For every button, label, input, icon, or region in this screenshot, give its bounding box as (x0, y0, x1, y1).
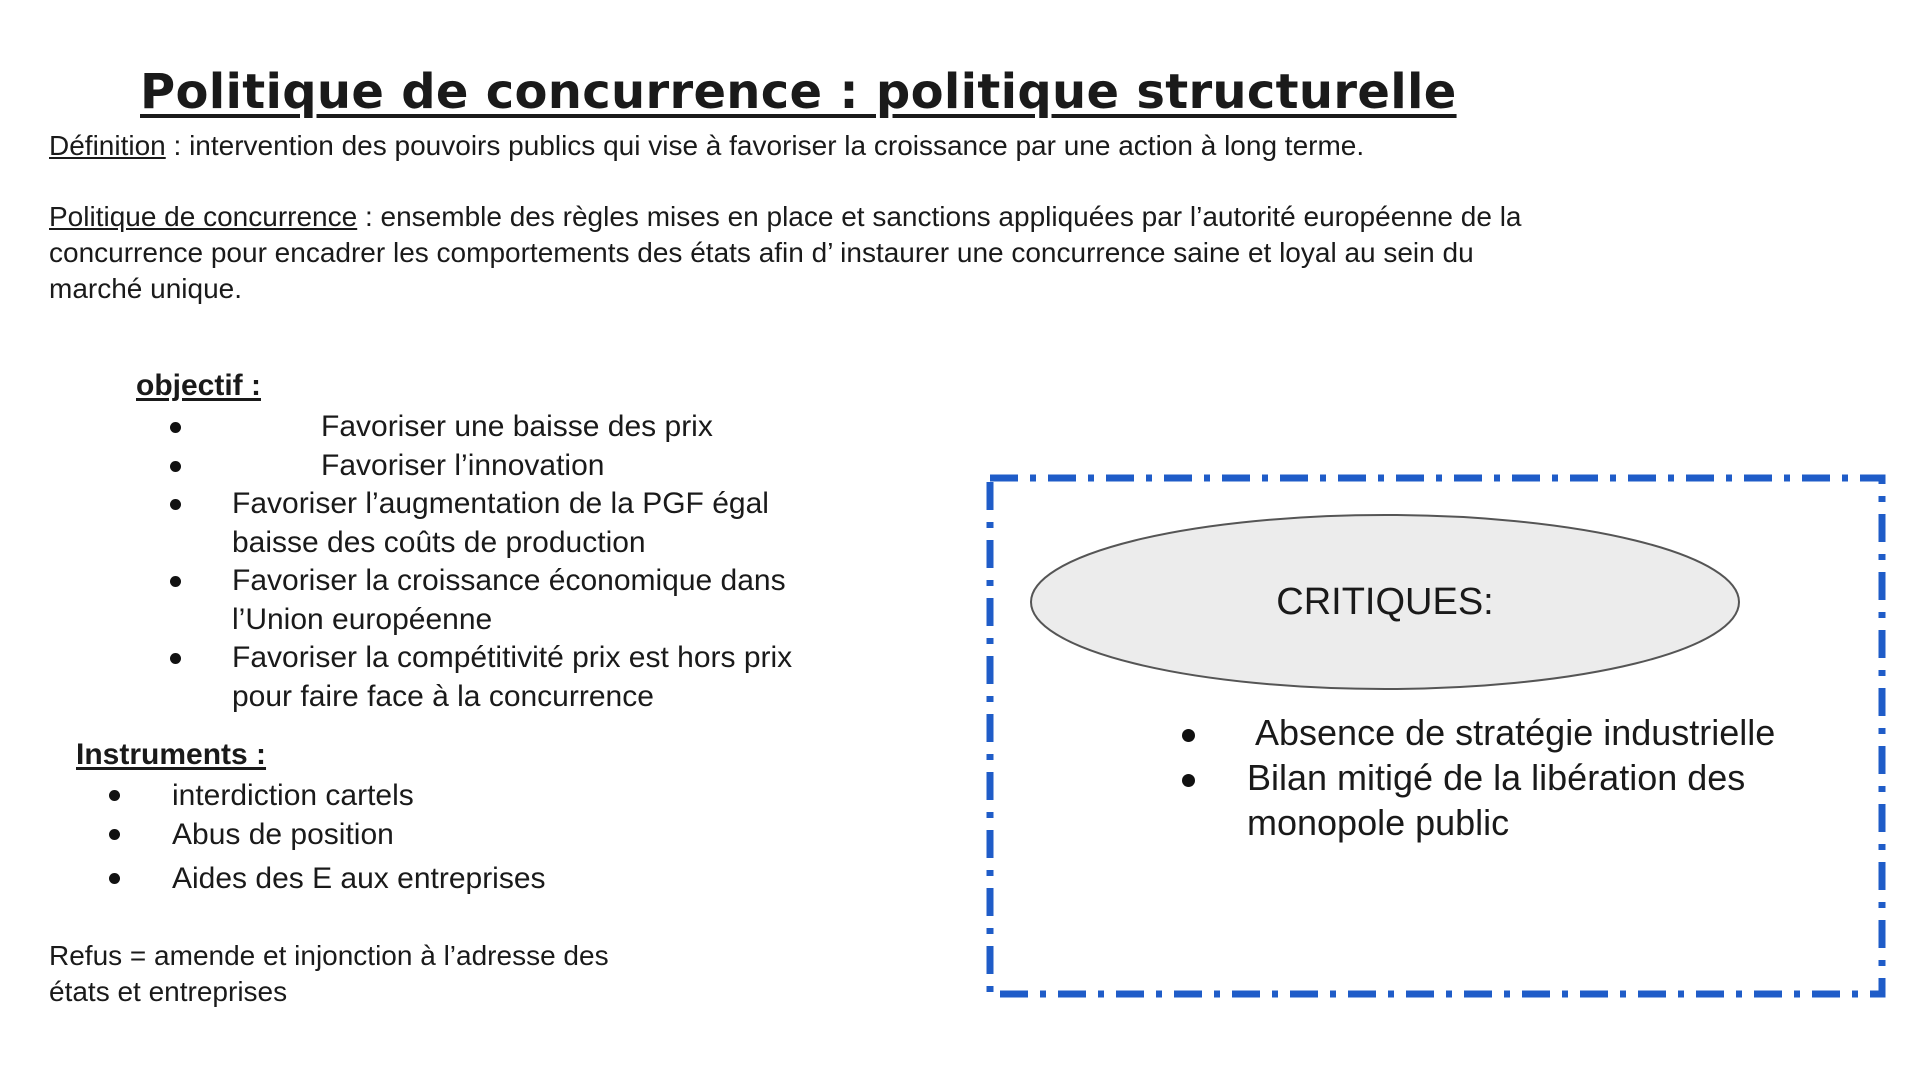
bullet-icon (170, 499, 181, 510)
objective-item (0, 562, 900, 639)
competition-policy-term: Politique de concurrence (49, 201, 358, 232)
critique-item-text: Bilan mitigé de la libération des monopole public (1247, 757, 1746, 843)
bullet-icon (170, 653, 181, 664)
objective-item (0, 639, 900, 716)
instruments-list (0, 776, 700, 898)
bullet-icon (109, 829, 120, 840)
critique-item (1170, 710, 1890, 755)
objective-item (0, 447, 900, 486)
instrument-item-text: Aides des E aux entreprises (172, 862, 546, 895)
bullet-icon (170, 576, 181, 587)
objective-item-text: Favoriser la compétitivité prix est hors prix pour faire face à la concurrence (232, 641, 793, 713)
bullet-icon (109, 873, 120, 884)
objective-item-text: Favoriser l’augmentation de la PGF égal baisse des coûts de production (232, 487, 769, 559)
objective-item (0, 485, 900, 562)
refusal-note: Refus = amende et injonction à l’adresse des états et entreprises (49, 940, 609, 1007)
instruments-heading: Instruments : (76, 738, 267, 771)
definition-text: : intervention des pouvoirs publics qui vise à favoriser la croissance par une action à long terme. (165, 130, 1365, 161)
objectives-heading: objectif : (136, 369, 261, 402)
bullet-icon (1182, 774, 1195, 787)
critiques-list (1170, 710, 1890, 845)
instrument-item-text: Abus de position (172, 818, 394, 851)
bullet-icon (170, 461, 181, 472)
instrument-item (0, 859, 700, 898)
bullet-icon (109, 790, 120, 801)
critique-item-text: Absence de stratégie industrielle (1255, 712, 1776, 753)
objective-item-text: Favoriser une baisse des prix (321, 410, 713, 443)
critiques-label: CRITIQUES: (1276, 580, 1494, 623)
objective-item (0, 408, 900, 447)
definition-paragraph (49, 128, 1364, 164)
definition-term: Définition (49, 130, 166, 161)
objective-item-text: Favoriser la croissance économique dans l’Union européenne (232, 564, 786, 636)
instrument-item-text: interdiction cartels (172, 779, 414, 812)
instrument-item (0, 815, 700, 854)
objectives-list (0, 408, 900, 716)
critique-item (1170, 755, 1890, 845)
competition-policy-text: : ensemble des règles mises en place et sanctions appliquées par l’autorité européenne de la concurrence pour encadrer les comportements des états afin d’ instaurer une concurrence saine et loyal au sein du marché unique. (49, 201, 1522, 304)
competition-policy-paragraph (49, 199, 1569, 307)
instrument-item (0, 776, 700, 815)
page-title: Politique de concurrence : politique structurelle (140, 64, 1457, 120)
bullet-icon (1182, 729, 1195, 742)
bullet-icon (170, 422, 181, 433)
objective-item-text: Favoriser l’innovation (321, 448, 605, 482)
